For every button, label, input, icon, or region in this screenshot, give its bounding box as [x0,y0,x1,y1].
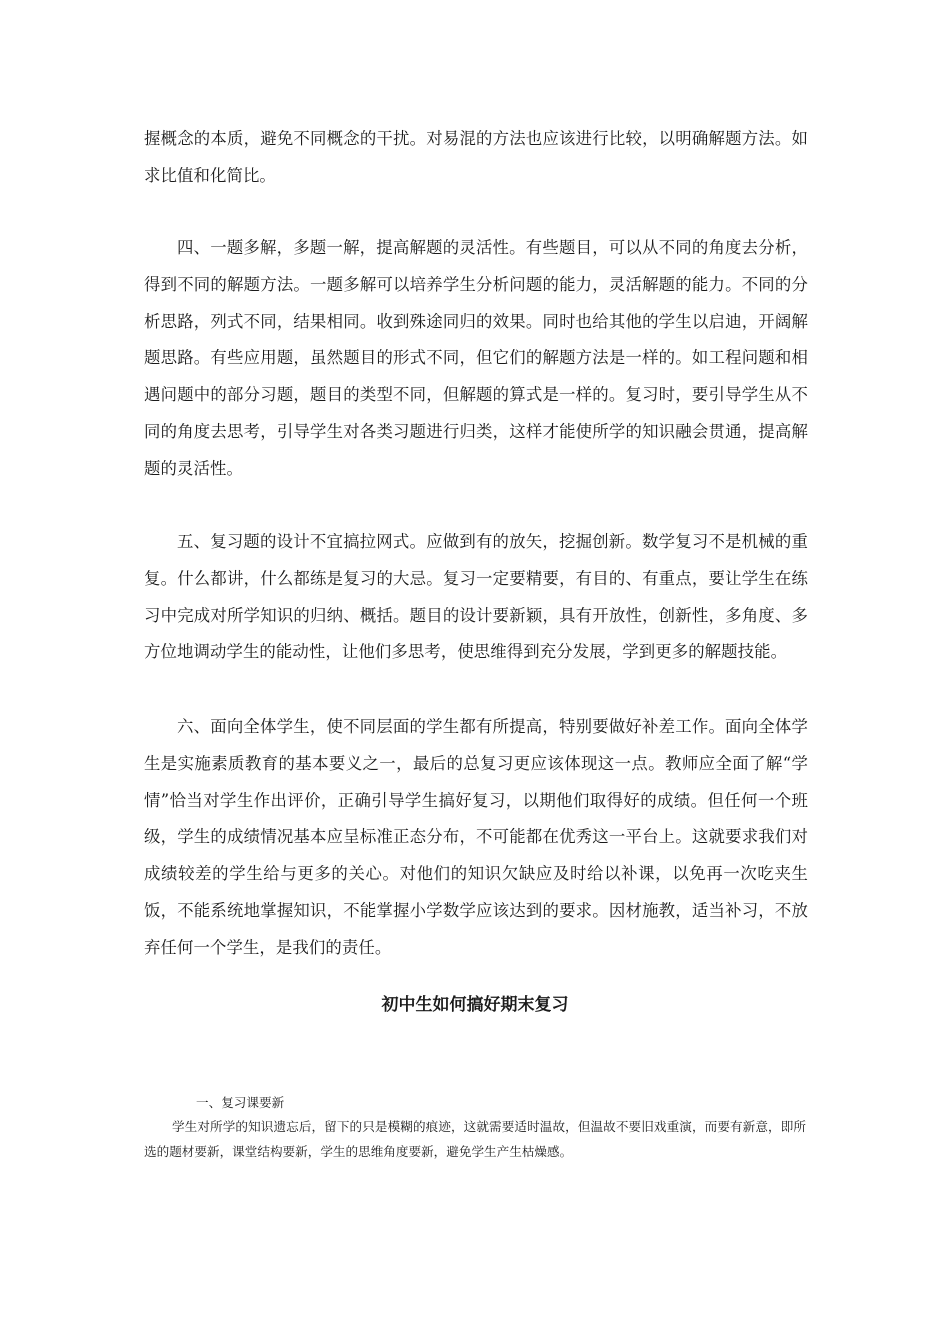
paragraph-point-five: 五、复习题的设计不宜搞拉网式。应做到有的放矢，挖掘创新。数学复习不是机械的重复。什么都讲，什么都练是复习的大忌。复习一定要精要，有目的、有重点，要让学生在练习中完成对所学知识的归纳、概括。题目的设计要新颖，具有开放性，创新性，多角度、多方位地调动学生的能动性，让他们多思考，使思维得到充分发展，学到更多的解题技能。 [144,532,808,662]
article-title: 初中生如何搞好期末复习 [381,995,569,1015]
section-heading: 一、复习课要新 [196,1095,285,1110]
paragraph-point-six: 六、面向全体学生，使不同层面的学生都有所提高，特别要做好补差工作。面向全体学生是实施素质教育的基本要义之一，最后的总复习更应该体现这一点。教师应全面了解“学情”恰当对学生作出评价，正确引导学生搞好复习，以期他们取得好的成绩。但任何一个班级，学生的成绩情况基本应呈标准正态分布，不可能都在优秀这一平台上。这就要求我们对成绩较差的学生给与更多的关心。对他们的知识欠缺应及时给以补课，以免再一次吃夹生饭，不能系统地掌握知识，不能掌握小学数学应该达到的要求。因材施教，适当补习，不放弃任何一个学生，是我们的责任。 [144,717,808,957]
paragraph-point-four: 四、一题多解，多题一解，提高解题的灵活性。有些题目，可以从不同的角度去分析，得到不同的解题方法。一题多解可以培养学生分析问题的能力，灵活解题的能力。不同的分析思路，列式不同，结果相同。收到殊途同归的效果。同时也给其他的学生以启迪，开阔解题思路。有些应用题，虽然题目的形式不同，但它们的解题方法是一样的。如工程问题和相遇问题中的部分习题，题目的类型不同，但解题的算式是一样的。复习时，要引导学生从不同的角度去思考，引导学生对各类习题进行归类，这样才能使所学的知识融会贯通，提高解题的灵活性。 [144,238,808,478]
section-body: 学生对所学的知识遗忘后，留下的只是模糊的痕迹，这就需要适时温故，但温故不要旧戏重演，而要有新意，即所选的题材要新，课堂结构要新，学生的思维角度要新，避免学生产生枯燥感。 [144,1119,806,1159]
paragraph-continuation: 握概念的本质，避免不同概念的干扰。对易混的方法也应该进行比较，以明确解题方法。如求比值和化简比。 [144,129,808,185]
